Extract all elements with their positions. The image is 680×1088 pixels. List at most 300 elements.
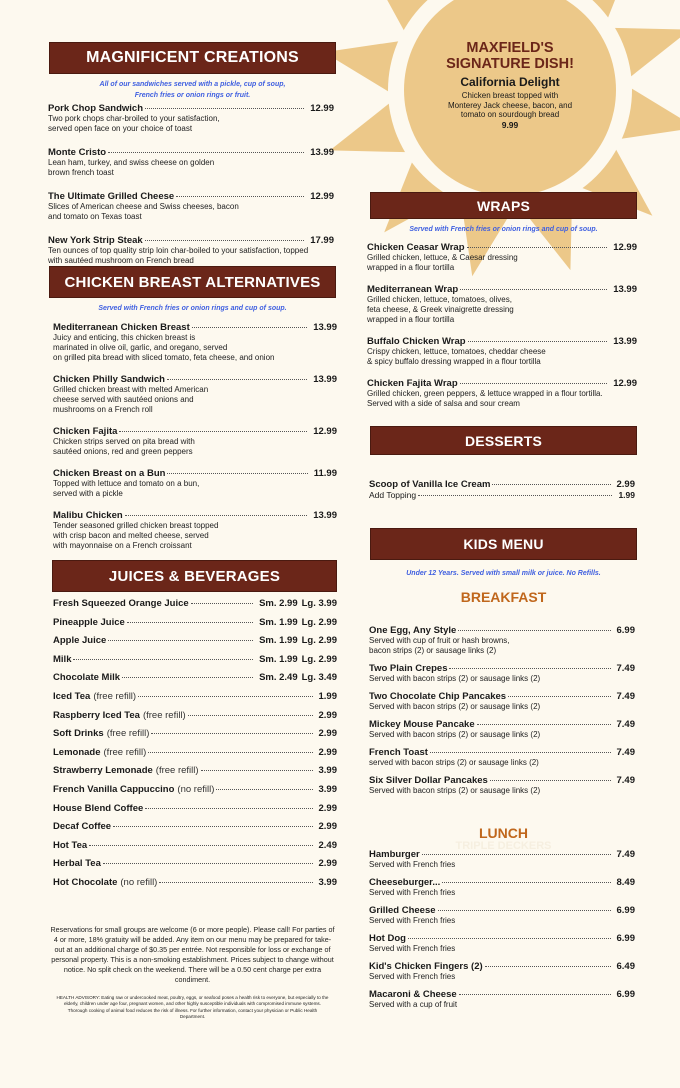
price: 2.99 <box>318 746 337 758</box>
dot-leader <box>113 826 312 827</box>
menu-item <box>367 242 637 273</box>
item-price <box>613 877 636 888</box>
dot-leader <box>125 515 308 516</box>
dot-leader <box>89 845 312 846</box>
price: 11.99 <box>313 468 337 479</box>
item-name: Lemonade <box>53 746 101 758</box>
menu-item <box>53 803 337 814</box>
item-price <box>315 840 338 851</box>
item-price <box>309 510 337 521</box>
menu-item <box>48 235 334 266</box>
item-description: Slices of American cheese and Swiss cheeses, bacon and tomato on Texas toast <box>48 202 239 221</box>
item-name: Strawberry Lemonade <box>53 765 153 777</box>
item-price <box>613 905 636 916</box>
menu-item <box>53 728 337 739</box>
item-name: Soft Drinks <box>53 728 104 740</box>
item-description: Lean ham, turkey, and swiss cheese on golden brown french toast <box>48 158 215 177</box>
menu-item-row <box>53 691 337 702</box>
price: 7.49 <box>616 775 635 786</box>
menu-item-row <box>53 374 337 385</box>
chicken-header: CHICKEN BREAST ALTERNATIVES <box>49 266 336 298</box>
item-name: House Blend Coffee <box>53 802 144 814</box>
item-name: French Toast <box>369 747 428 758</box>
menu-item-row <box>367 378 637 389</box>
menu-item-row <box>48 235 334 246</box>
menu-item-row <box>369 933 635 944</box>
signature-title: MAXFIELD'S SIGNATURE DISH! <box>446 40 574 72</box>
menu-item-row <box>367 284 637 295</box>
breakfast-heading: BREAKFAST <box>460 589 547 605</box>
dot-leader <box>442 882 610 883</box>
menu-item <box>367 284 637 325</box>
menu-item-row <box>53 765 337 776</box>
magnificent-list <box>48 103 334 279</box>
item-name: Milk <box>53 653 72 665</box>
item-price <box>309 374 337 385</box>
menu-item-row <box>369 905 635 916</box>
dot-leader <box>216 789 312 790</box>
item-description: Two pork chops char-broiled to your satisfaction, served open face on your choice of toast <box>48 114 220 133</box>
price: 6.99 <box>616 933 635 944</box>
item-description: Tender seasoned grilled chicken breast topped with crisp bacon and melted cheese, served with mayonnaise on a French croissant <box>53 521 219 550</box>
item-name: Mickey Mouse Pancake <box>369 719 475 730</box>
item-description: Grilled chicken, lettuce, tomatoes, olives, feta cheese, & Greek vinaigrette dressing wrapped in a flour tortilla <box>367 295 514 324</box>
menu-item <box>53 747 337 758</box>
menu-item-row <box>53 426 337 437</box>
menu-item-row <box>369 691 635 702</box>
item-name: Two Chocolate Chip Pancakes <box>369 691 507 702</box>
menu-item-row <box>53 747 337 758</box>
item-price <box>613 849 636 860</box>
price: 12.99 <box>310 103 334 114</box>
menu-item-row <box>367 242 637 253</box>
item-note: (free refill) <box>106 728 150 740</box>
menu-item <box>53 858 337 869</box>
wraps-list <box>367 242 637 420</box>
item-name: Chicken Fajita <box>53 426 118 437</box>
price: 2.99 <box>318 821 337 833</box>
dot-leader <box>458 630 610 631</box>
menu-item-row <box>369 479 635 490</box>
item-description: Served with French fries <box>369 944 456 953</box>
menu-item <box>369 479 635 490</box>
item-price <box>306 147 334 158</box>
dot-leader <box>188 715 313 716</box>
item-name: Hot Chocolate <box>53 876 118 888</box>
desserts-list <box>369 479 635 501</box>
item-price <box>255 598 337 609</box>
price: 7.49 <box>616 849 635 860</box>
price: 2.99 <box>318 728 337 740</box>
price: 12.99 <box>313 426 337 437</box>
price: 6.99 <box>616 989 635 1000</box>
item-price <box>613 719 636 730</box>
item-price <box>306 103 334 114</box>
menu-item <box>369 877 635 898</box>
item-price <box>613 961 636 972</box>
item-name: Two Plain Crepes <box>369 663 448 674</box>
menu-item <box>369 625 635 656</box>
item-description: Served with bacon strips (2) or sausage links (2) <box>369 730 541 739</box>
item-description: Served with French fries <box>369 888 456 897</box>
breakfast-list <box>369 625 635 803</box>
item-description: served with bacon strips (2) or sausage links (2) <box>369 758 539 767</box>
price: 13.99 <box>310 147 334 158</box>
menu-item <box>369 933 635 954</box>
menu-item <box>53 374 337 415</box>
price: 1.99 <box>318 690 337 702</box>
dot-leader <box>408 938 611 939</box>
item-description: Served with cup of fruit or hash browns, bacon strips (2) or sausage links (2) <box>369 636 510 655</box>
dot-leader <box>460 383 608 384</box>
dot-leader <box>138 696 312 697</box>
menu-item <box>369 490 635 501</box>
menu-item <box>53 710 337 721</box>
dot-leader <box>477 724 611 725</box>
kids-subtitle: Under 12 Years. Served with small milk or juice. No Refills. <box>406 570 601 577</box>
item-note: (free refill) <box>142 709 186 721</box>
menu-item-row <box>369 775 635 786</box>
price: 3.99 <box>318 876 337 888</box>
menu-item <box>53 877 337 888</box>
price: 6.99 <box>616 625 635 636</box>
dot-leader <box>148 752 312 753</box>
item-price <box>255 672 337 683</box>
item-price <box>315 710 338 721</box>
menu-item-row <box>367 336 637 347</box>
price-small: Sm. 1.99 <box>259 653 298 665</box>
price: 13.99 <box>313 322 337 333</box>
price: 7.49 <box>616 719 635 730</box>
item-name: Herbal Tea <box>53 858 101 870</box>
price: 13.99 <box>313 510 337 521</box>
item-description: Served with French fries <box>369 916 456 925</box>
menu-item-row <box>53 510 337 521</box>
item-description: Crispy chicken, lettuce, tomatoes, cheddar cheese & spicy buffalo dressing wrapped in a flour tortilla <box>367 347 546 366</box>
dot-leader <box>191 603 253 604</box>
footer-notice: Reservations for small groups are welcome (6 or more people). Please call! For parties of 4 or more, 18% gratuity will be added. Any item on our menu may be prepared for take-out at an additional charge of $0.35 per entrée. Not responsible for loss or exchange of personal property. This is a non-smoking establishment. Prices subject to change without notice. No split check on the weekend. There will be a 0.50 cent charge per extra condiment. <box>50 925 335 984</box>
menu-item <box>53 322 337 363</box>
item-name: Pineapple Juice <box>53 616 125 628</box>
dot-leader <box>438 910 611 911</box>
menu-item-row <box>53 840 337 851</box>
kids-header: KIDS MENU <box>370 528 637 560</box>
price: 17.99 <box>310 235 334 246</box>
item-price <box>315 691 338 702</box>
menu-item <box>53 672 337 683</box>
menu-item-row <box>53 877 337 888</box>
item-price <box>609 242 637 253</box>
menu-item <box>53 840 337 851</box>
item-price <box>614 490 635 501</box>
menu-item <box>48 103 334 134</box>
item-price <box>609 336 637 347</box>
item-name: Chicken Philly Sandwich <box>53 374 165 385</box>
item-name: Chicken Fajita Wrap <box>367 378 458 389</box>
menu-item <box>367 336 637 367</box>
item-price <box>310 468 337 479</box>
menu-item-row <box>53 635 337 646</box>
price: 2.99 <box>318 858 337 870</box>
dot-leader <box>108 152 304 153</box>
beverages-list <box>53 598 337 896</box>
item-description: Grilled chicken, lettuce, & Caesar dressing wrapped in a flour tortilla <box>367 253 518 272</box>
price: 12.99 <box>613 378 637 389</box>
lunch-heading: LUNCH <box>479 825 528 841</box>
price: 8.49 <box>616 877 635 888</box>
price: 2.99 <box>318 802 337 814</box>
item-name: Add Topping <box>369 490 417 500</box>
price: 6.99 <box>616 905 635 916</box>
item-price <box>255 635 337 646</box>
dot-leader <box>73 659 253 660</box>
price: 7.49 <box>616 747 635 758</box>
item-description: Ten ounces of top quality strip loin char-boiled to your satisfaction, topped with sautéed mushroom on French bread <box>48 246 309 265</box>
item-name: One Egg, Any Style <box>369 625 457 636</box>
price-large: Lg. 2.99 <box>301 635 337 647</box>
menu-item <box>48 191 334 222</box>
menu-item-row <box>53 728 337 739</box>
menu-item <box>369 663 635 684</box>
item-name: Decaf Coffee <box>53 821 112 833</box>
dot-leader <box>468 341 608 342</box>
menu-item-row <box>53 784 337 795</box>
item-name: Malibu Chicken <box>53 510 123 521</box>
price-small: Sm. 1.99 <box>259 635 298 647</box>
menu-item <box>53 426 337 457</box>
item-price <box>315 728 338 739</box>
menu-item-row <box>369 663 635 674</box>
item-price <box>613 479 636 490</box>
menu-item-row <box>369 625 635 636</box>
dot-leader <box>490 780 611 781</box>
price-small: Sm. 2.99 <box>259 598 298 609</box>
item-price <box>255 654 337 665</box>
item-name: Monte Cristo <box>48 147 107 158</box>
item-name: New York Strip Steak <box>48 235 143 246</box>
menu-item <box>367 378 637 409</box>
item-name: Pork Chop Sandwich <box>48 103 144 114</box>
dot-leader <box>119 431 307 432</box>
price-large: Lg. 2.99 <box>301 653 337 665</box>
menu-item <box>369 747 635 768</box>
menu-item-row <box>369 490 635 501</box>
item-name: Raspberry Iced Tea <box>53 709 140 721</box>
dot-leader <box>485 966 611 967</box>
menu-item-row <box>369 747 635 758</box>
item-description: Grilled chicken breast with melted American cheese served with sautéed onions and mushrooms on a French roll <box>53 385 209 414</box>
menu-item <box>369 719 635 740</box>
dot-leader <box>122 677 253 678</box>
item-name: Mediterranean Chicken Breast <box>53 322 190 333</box>
item-name: Grilled Cheese <box>369 905 436 916</box>
price: 12.99 <box>613 242 637 253</box>
item-description: Served with a cup of fruit <box>369 1000 458 1009</box>
dot-leader <box>108 640 253 641</box>
dot-leader <box>430 752 611 753</box>
price: 6.49 <box>616 961 635 972</box>
item-description: Chicken strips served on pita bread with sautéed onions, red and green peppers <box>53 437 195 456</box>
item-note: (no refill) <box>177 783 215 795</box>
menu-item <box>53 598 337 609</box>
price-large: Lg. 3.99 <box>301 598 337 609</box>
item-price <box>613 775 636 786</box>
item-name: Cheeseburger... <box>369 877 441 888</box>
item-price <box>609 284 637 295</box>
price: 2.49 <box>318 839 337 851</box>
item-note: (free refill) <box>103 746 147 758</box>
item-price <box>613 625 636 636</box>
item-price <box>315 803 338 814</box>
item-price <box>609 378 637 389</box>
item-name: French Vanilla Cappuccino <box>53 783 175 795</box>
item-description: Grilled chicken, green peppers, & lettuce wrapped in a flour tortilla. Served with a side of salsa and sour cream <box>367 389 603 408</box>
dot-leader <box>201 770 313 771</box>
menu-item-row <box>53 858 337 869</box>
menu-item <box>369 849 635 870</box>
chicken-list <box>53 322 337 562</box>
magnificent-subtitle: All of our sandwiches served with a pickle, cup of soup, French fries or onion rings or fruit. <box>99 81 286 99</box>
menu-item-row <box>53 654 337 665</box>
price: 12.99 <box>310 191 334 202</box>
menu-item <box>53 765 337 776</box>
menu-item <box>53 468 337 499</box>
menu-item <box>369 961 635 982</box>
dot-leader <box>127 622 253 623</box>
menu-item-row <box>48 191 334 202</box>
beverages-header: JUICES & BEVERAGES <box>52 560 337 592</box>
item-description: Served with French fries <box>369 972 456 981</box>
dot-leader <box>508 696 610 697</box>
price: 13.99 <box>313 374 337 385</box>
item-description: Served with bacon strips (2) or sausage links (2) <box>369 702 541 711</box>
item-price <box>315 877 338 888</box>
menu-item-row <box>369 849 635 860</box>
item-price <box>306 235 334 246</box>
menu-item-row <box>53 803 337 814</box>
price-small: Sm. 2.49 <box>259 672 298 684</box>
item-name: Scoop of Vanilla Ice Cream <box>369 479 491 490</box>
item-name: Apple Juice <box>53 635 107 647</box>
dot-leader <box>449 668 610 669</box>
dot-leader <box>145 240 305 241</box>
item-name: Macaroni & Cheese <box>369 989 457 1000</box>
item-description: Served with French fries <box>369 860 456 869</box>
item-price <box>613 691 636 702</box>
price: 2.99 <box>318 709 337 721</box>
item-price <box>613 747 636 758</box>
menu-item-row <box>48 147 334 158</box>
signature-dish-price: 9.99 <box>501 119 519 130</box>
item-price <box>315 784 338 795</box>
item-name: Hot Dog <box>369 933 406 944</box>
menu-item <box>48 147 334 178</box>
menu-item <box>53 635 337 646</box>
menu-item-row <box>53 617 337 628</box>
item-price <box>613 663 636 674</box>
menu-item-row <box>369 719 635 730</box>
menu-item <box>53 510 337 551</box>
item-description: Served with bacon strips (2) or sausage links (2) <box>369 786 541 795</box>
price-large: Lg. 2.99 <box>301 616 337 628</box>
menu-item <box>53 617 337 628</box>
chicken-subtitle: Served with French fries or onion rings and cup of soup. <box>98 305 287 312</box>
menu-item <box>53 654 337 665</box>
item-name: Chicken Breast on a Bun <box>53 468 166 479</box>
price: 1.99 <box>618 490 635 500</box>
dot-leader <box>492 484 610 485</box>
menu-item <box>369 989 635 1010</box>
dot-leader <box>467 247 608 248</box>
price-small: Sm. 1.99 <box>259 616 298 628</box>
item-name: The Ultimate Grilled Cheese <box>48 191 175 202</box>
menu-item <box>369 775 635 796</box>
dot-leader <box>459 994 611 995</box>
dot-leader <box>167 473 307 474</box>
menu-item-row <box>53 710 337 721</box>
item-price <box>315 765 338 776</box>
price: 2.99 <box>616 479 635 490</box>
magnificent-header: MAGNIFICENT CREATIONS <box>49 42 336 74</box>
item-name: Chicken Ceasar Wrap <box>367 242 465 253</box>
dot-leader <box>151 733 312 734</box>
dot-leader <box>192 327 307 328</box>
item-price <box>315 858 338 869</box>
item-name: Hamburger <box>369 849 420 860</box>
dot-leader <box>422 854 611 855</box>
desserts-header: DESSERTS <box>370 426 637 455</box>
item-name: Buffalo Chicken Wrap <box>367 336 466 347</box>
item-note: (free refill) <box>155 765 199 777</box>
lunch-list <box>369 849 635 1017</box>
lunch-ghost-text: TRIPLE DECKERS <box>455 840 552 852</box>
item-name: Iced Tea <box>53 690 91 702</box>
item-description: Juicy and enticing, this chicken breast is marinated in olive oil, garlic, and oregano, served on grilled pita bread with sliced tomato, feta cheese, and onion <box>53 333 275 362</box>
menu-item-row <box>53 672 337 683</box>
item-name: Hot Tea <box>53 839 88 851</box>
dot-leader <box>460 289 607 290</box>
wraps-subtitle: Served with French fries or onion rings and cup of soup. <box>409 226 598 233</box>
item-price <box>309 426 337 437</box>
item-name: Fresh Squeezed Orange Juice <box>53 598 189 609</box>
item-name: Chocolate Milk <box>53 672 121 684</box>
price: 13.99 <box>613 284 637 295</box>
item-note: (free refill) <box>93 690 137 702</box>
dot-leader <box>103 863 313 864</box>
health-advisory: HEALTH ADVISORY: Eating raw or undercooked meat, poultry, eggs, or seafood poses a health risk to everyone, but especially to the elderly, children under age four, pregnant women, and other highly susceptible individuals with compromised immune systems. Thorough cooking of animal food reduces the risk of illness. For further information, contact your physician or Public Health Department. <box>56 995 329 1019</box>
menu-item-row <box>369 989 635 1000</box>
item-price <box>306 191 334 202</box>
item-price <box>309 322 337 333</box>
price: 7.49 <box>616 691 635 702</box>
price: 13.99 <box>613 336 637 347</box>
signature-dish-desc: Chicken breast topped with Monterey Jack cheese, bacon, and tomato on sourdough bread <box>447 91 573 119</box>
item-description: Served with bacon strips (2) or sausage links (2) <box>369 674 541 683</box>
item-price <box>613 989 636 1000</box>
item-price <box>613 933 636 944</box>
wraps-header: WRAPS <box>370 192 637 219</box>
menu-item-row <box>53 468 337 479</box>
menu-item <box>369 691 635 712</box>
item-price <box>255 617 337 628</box>
menu-item <box>369 905 635 926</box>
dot-leader <box>418 495 612 496</box>
menu-item <box>53 784 337 795</box>
menu-item-row <box>53 821 337 832</box>
item-price <box>315 747 338 758</box>
menu-item-row <box>53 322 337 333</box>
menu-item-row <box>369 961 635 972</box>
